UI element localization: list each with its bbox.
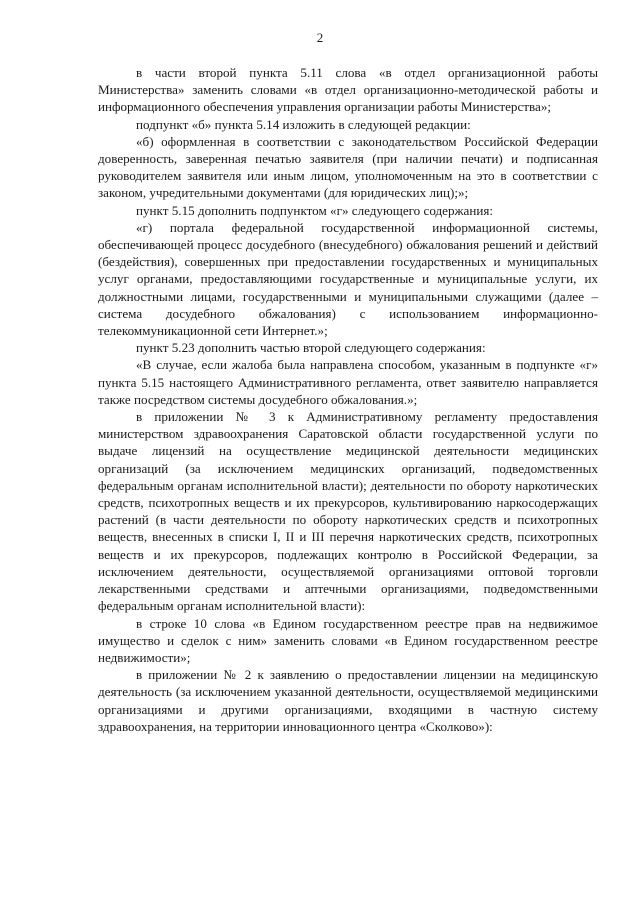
- paragraph: подпункт «б» пункта 5.14 изложить в следующей редакции:: [136, 116, 471, 132]
- paragraph: пункт 5.23 дополнить частью второй следующего содержания:: [136, 340, 486, 356]
- paragraph: «В случае, если жалоба была направлена способом, указанным в подпункте «г» пункта 5.15 настоящего Административного регламента, ответ заявителю направляется также посредством системы досудебного обжалования.»;: [98, 357, 598, 407]
- paragraph: в приложении № 3 к Административному регламенту предоставления министерством здравоохранения Саратовской области государственной услуги по выдаче лицензий на осуществление медицинской деятельности медицинских организаций (за исключением медицинских организаций, подведомственных федеральным органам исполнительной власти); деятельности по обороту наркотических средств, психотропных веществ и их прекурсоров, культивированию наркосодержащих растений (в части деятельности по обороту наркотических средств и психотропных веществ, внесенных в списки I, II и III перечня наркотических средств, психотропных веществ и их прекурсоров, подлежащих контролю в Российской Федерации, за исключением деятельности, осуществляемой организациями оптовой торговли лекарственными средствами и аптечными организациями, подведомственными федеральным органам исполнительной власти):: [98, 409, 598, 614]
- document-body: [98, 64, 598, 735]
- paragraph: «б) оформленная в соответствии с законодательством Российской Федерации доверенность, заверенная печатью заявителя (при наличии печати) и подписанная руководителем заявителя или иным лицом, уполномоченным на это в соответствии с законом, учредительными документами (для юридических лиц);»;: [98, 133, 598, 201]
- paragraph: пункт 5.15 дополнить подпунктом «г» следующего содержания:: [136, 202, 494, 218]
- paragraph: в приложении № 2 к заявлению о предоставлении лицензии на медицинскую деятельность (за исключением указанной деятельности, осуществляемой медицинскими организациями и другими организациями, входящими в частную систему здравоохранения, на территории инновационного центра «Сколково»):: [98, 667, 598, 734]
- paragraph: в строке 10 слова «в Едином государственном реестре прав на недвижимое имущество и сделок с ним» заменить словами «в Едином государственном реестре недвижимости»;: [98, 615, 598, 665]
- paragraph: «г) портала федеральной государственной информационной системы, обеспечивающей процесс досудебного (внесудебного) обжалования решений и действий (бездействия), совершенных при предоставлении государственных и муниципальных услуг органами, предоставляющими государственные и муниципальные услуги, их должностными лицами, государственными и муниципальными служащими (далее – система досудебного обжалования) с использованием информационно-телекоммуникационной сети Интернет.»;: [98, 219, 598, 339]
- paragraph: в части второй пункта 5.11 слова «в отдел организационной работы Министерства» заменить словами «в отдел организационно-методической работы и информационного обеспечения управления организации работы Министерства»;: [98, 65, 598, 115]
- page-number: 2: [316, 30, 324, 45]
